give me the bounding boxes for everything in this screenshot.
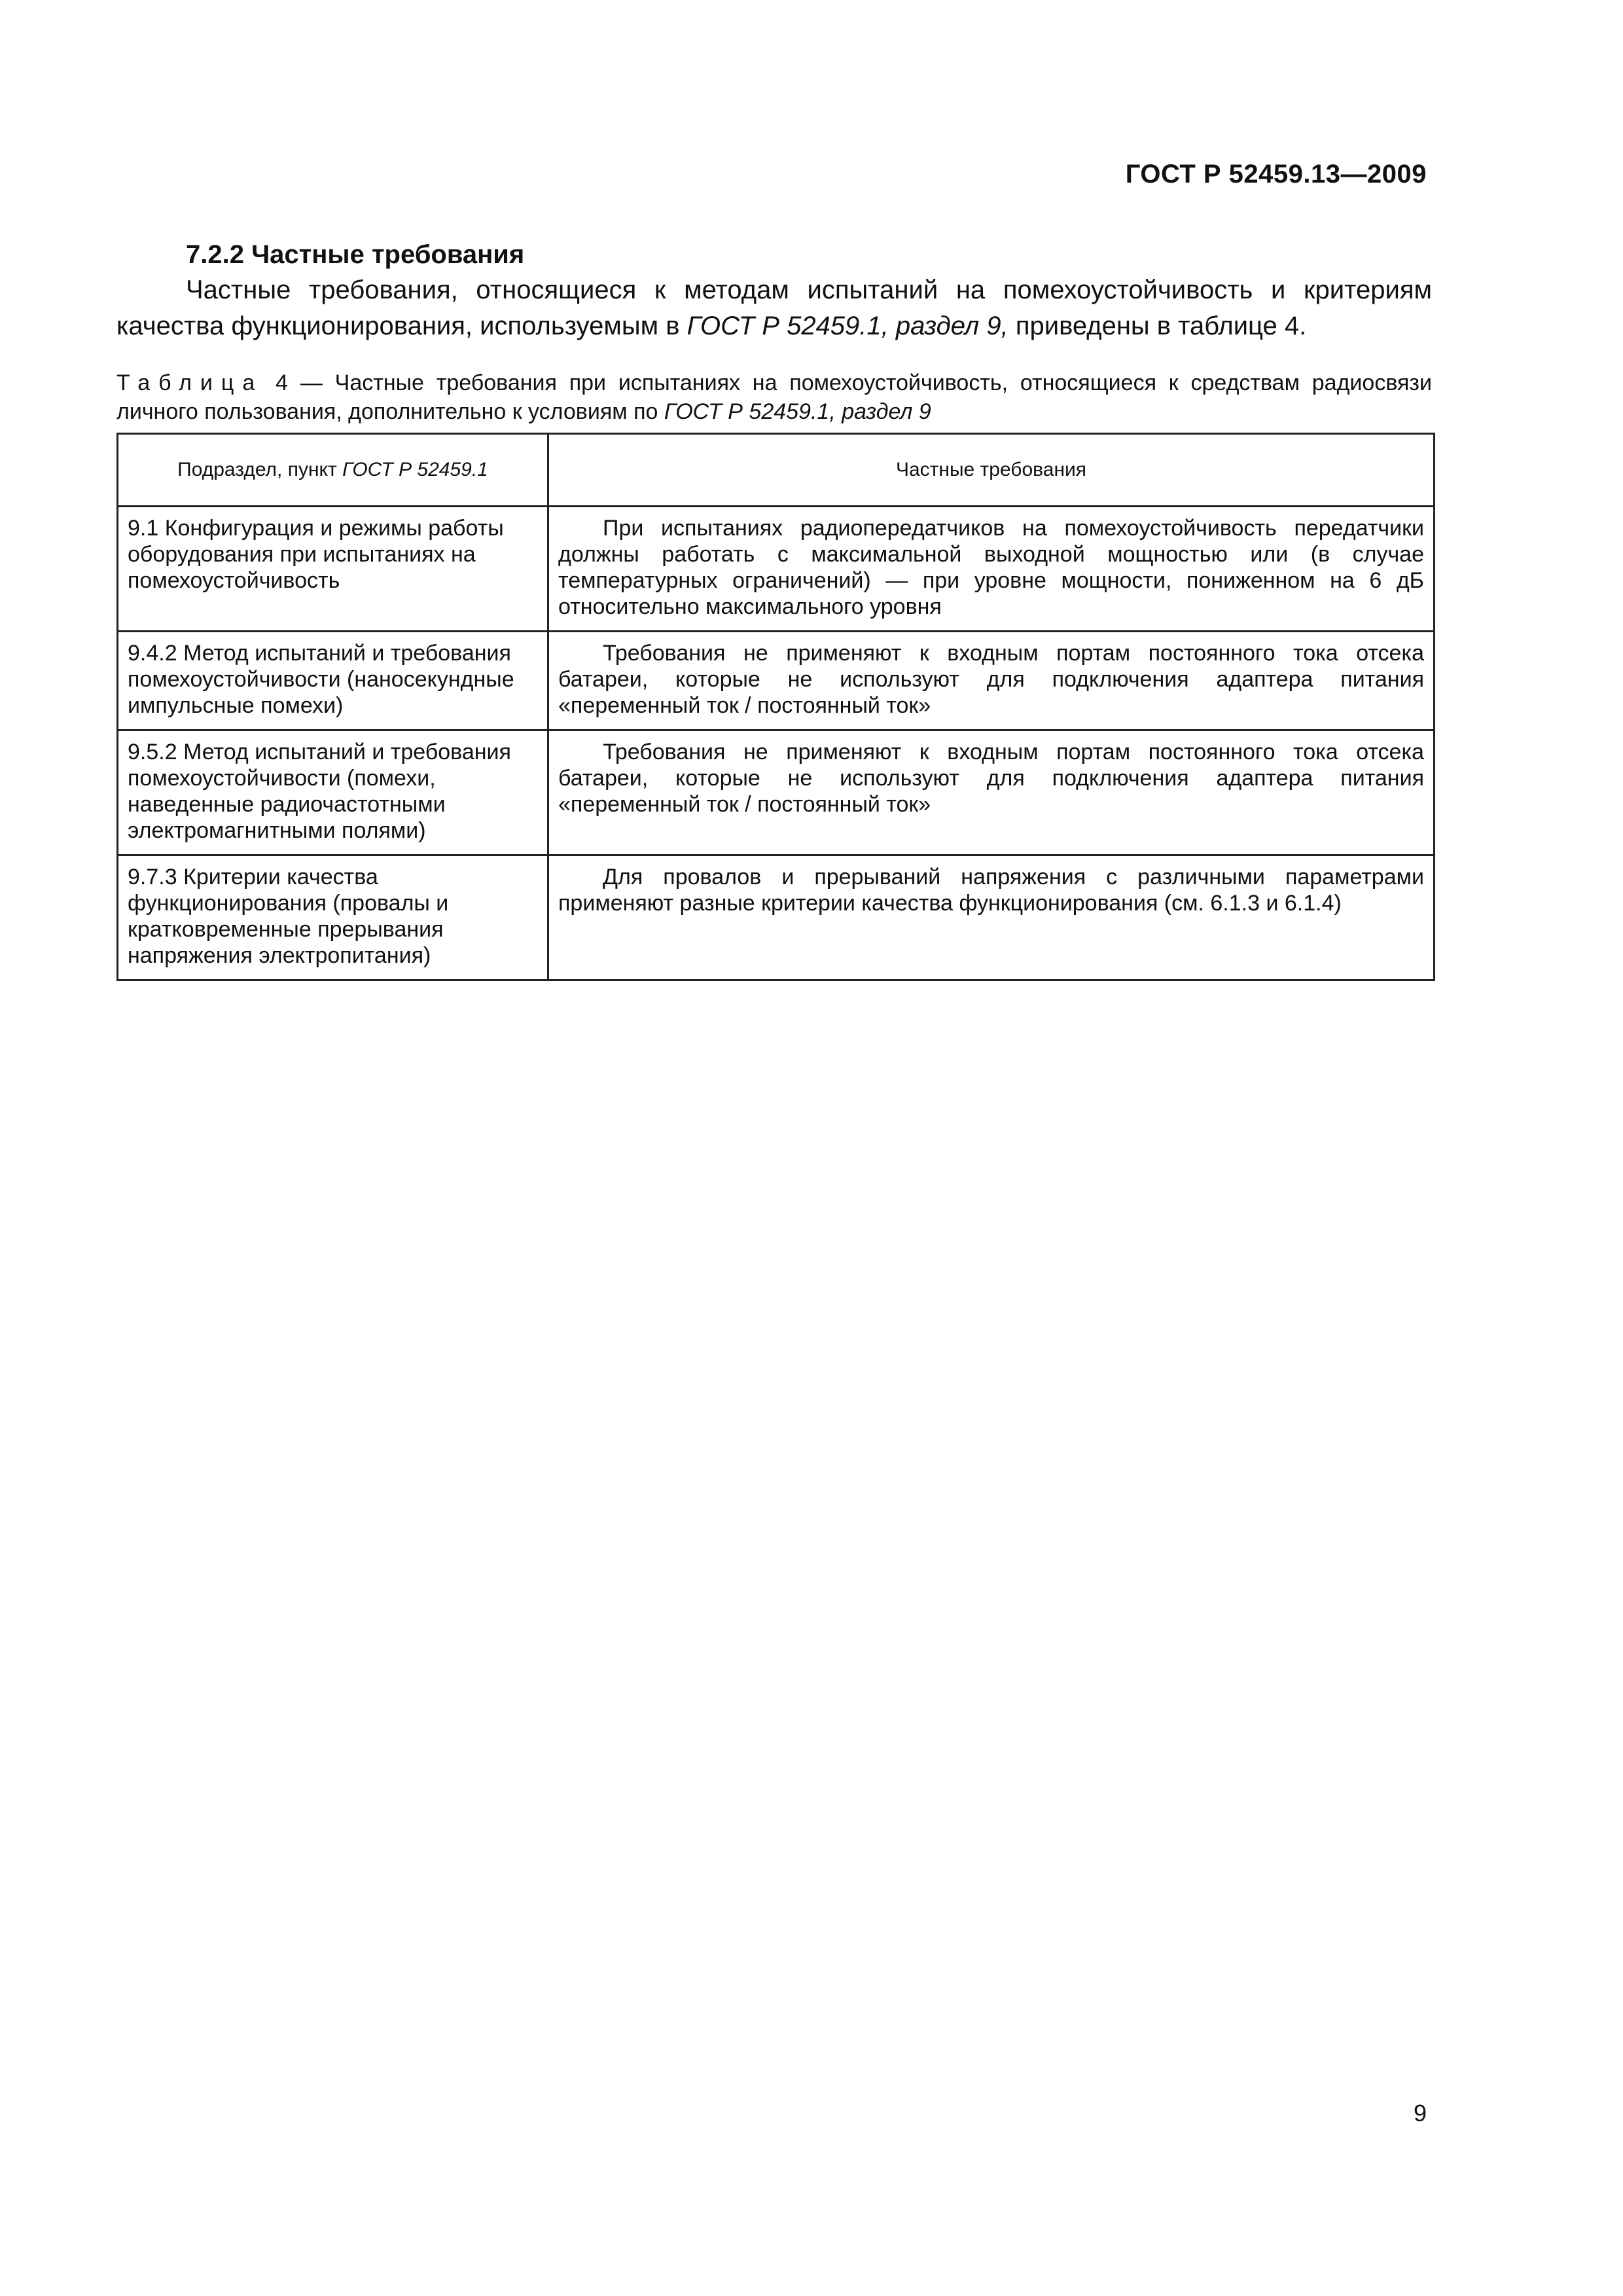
section-heading: 7.2.2 Частные требования <box>186 240 525 269</box>
table-header-row <box>118 434 1435 507</box>
table-row <box>118 855 1435 980</box>
section-paragraph <box>116 272 1432 344</box>
row-subsection: 9.5.2 Метод испытаний и требования помехоустойчивости (помехи, наведенные радиочастотными электромагнитными полями) <box>118 730 548 855</box>
document-code-header: ГОСТ Р 52459.13—2009 <box>1125 160 1427 188</box>
table-caption-reference: ГОСТ Р 52459.1, раздел 9 <box>664 399 931 424</box>
row-subsection: 9.1 Конфигурация и режимы работы оборудования при испытаниях на помехоустойчивость <box>118 507 548 632</box>
row-requirement: Требования не применяют к входным портам постоянного тока отсека батареи, которые не используют для подключения адаптера питания «переменный ток / постоянный ток» <box>548 730 1435 855</box>
row-subsection: 9.4.2 Метод испытаний и требования помехоустойчивости (наносекундные импульсные помехи) <box>118 632 548 730</box>
table-row <box>118 730 1435 855</box>
section-7-2-2 <box>116 237 1432 344</box>
header-requirements: Частные требования <box>548 434 1435 507</box>
header-subsection-text: Подраздел, пункт <box>177 459 343 480</box>
row-requirement: Требования не применяют к входным портам постоянного тока отсека батареи, которые не используют для подключения адаптера питания «переменный ток / постоянный ток» <box>548 632 1435 730</box>
table-caption-label: Таблица <box>116 370 264 395</box>
paragraph-text-end: приведены в таблице 4. <box>1008 312 1307 340</box>
requirements-table <box>116 433 1435 981</box>
table-caption-text: 4 — Частные требования при испытаниях на помехоустойчивость, относящиеся к средствам радиосвязи личного пользования, дополнительно к условиям по <box>116 370 1432 424</box>
header-subsection <box>118 434 548 507</box>
page-number: 9 <box>1413 2100 1427 2126</box>
table-row <box>118 632 1435 730</box>
row-subsection: 9.7.3 Критерии качества функционирования (провалы и кратковременные прерывания напряжения электропитания) <box>118 855 548 980</box>
row-requirement: Для провалов и прерываний напряжения с различными параметрами применяют разные критерии качества функционирования (см. 6.1.3 и 6.1.4) <box>548 855 1435 980</box>
row-requirement: При испытаниях радиопередатчиков на помехоустойчивость передатчики должны работать с максимальной выходной мощностью или (в случае температурных ограничений) — при уровне мощности, пониженном на 6 дБ относительно максимального уровня <box>548 507 1435 632</box>
table-caption <box>116 368 1432 426</box>
paragraph-text-start: Частные требования, относящиеся к методам испытаний на помехоустойчивость и критериям качества функционирования, используемым в <box>116 276 1432 340</box>
header-subsection-reference: ГОСТ Р 52459.1 <box>342 459 488 480</box>
table-row <box>118 507 1435 632</box>
paragraph-standard-reference: ГОСТ Р 52459.1, раздел 9, <box>687 312 1008 340</box>
